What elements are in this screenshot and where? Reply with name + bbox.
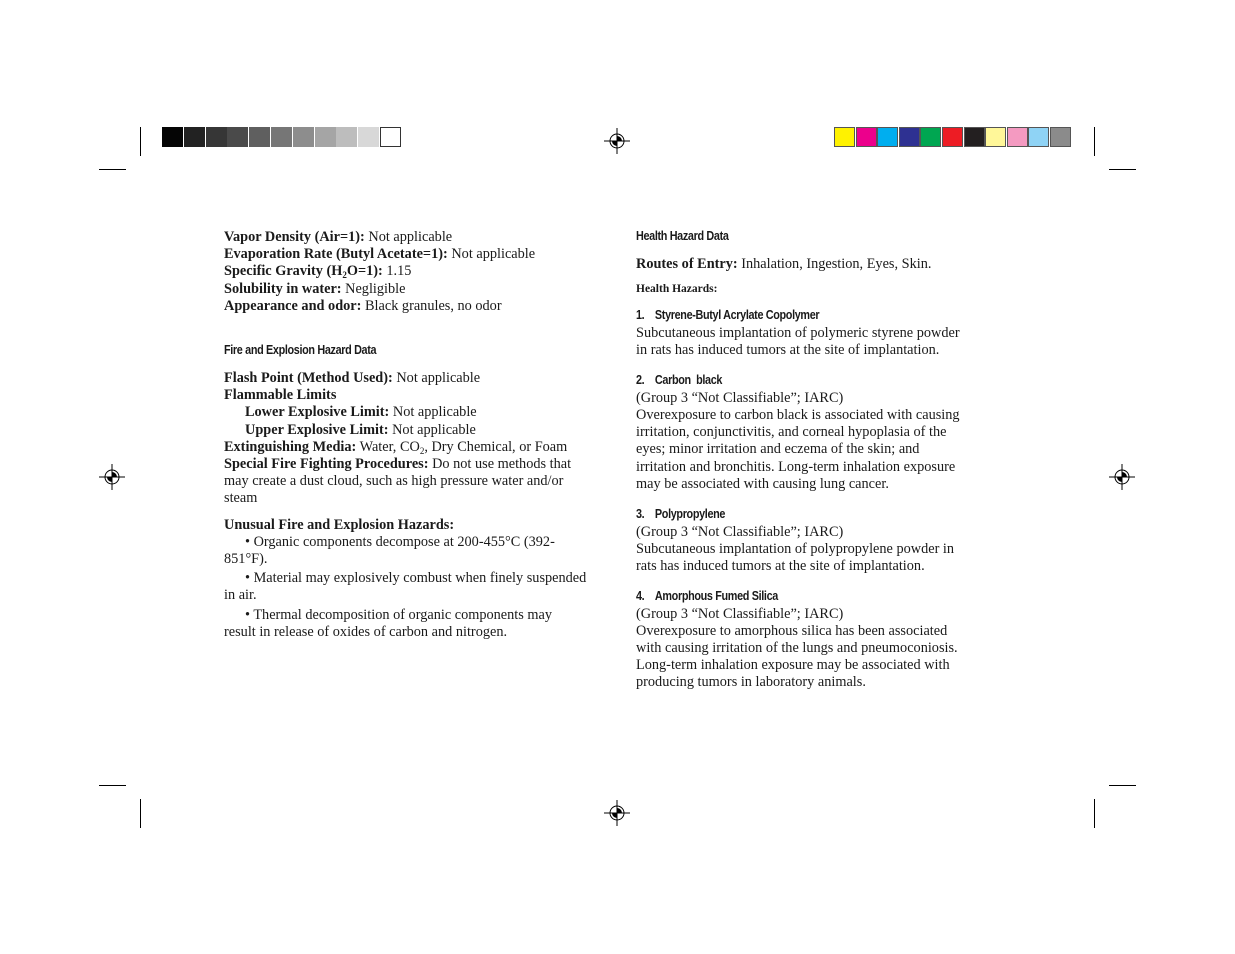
specific-gravity-label-part: O=1): [346, 263, 383, 280]
evaporation-rate-value: Not applicable [447, 246, 536, 263]
flash-point-value: Not applicable [392, 370, 481, 386]
bullet-item: • Organic components decompose at 200-455°C (392- [245, 533, 555, 550]
solubility-label: Solubility in water: [224, 280, 342, 297]
registration-mark-icon [604, 800, 630, 826]
gray-swatch [184, 127, 205, 147]
hazard-item-text: may be associated with causing lung cancer. [636, 475, 889, 492]
flash-point-line [224, 370, 604, 387]
health-hazard-item [636, 588, 1016, 691]
extinguishing-media-label: Extinguishing Media: [224, 438, 357, 455]
color-swatch [834, 127, 855, 147]
special-procedures-line [224, 456, 604, 473]
gray-swatch [380, 127, 401, 147]
hazard-item-text: Subcutaneous implantation of polymeric styrene powder [636, 325, 960, 341]
crop-mark [99, 785, 126, 786]
gray-swatch [162, 127, 183, 147]
hazard-item-name: Carbon black [654, 373, 723, 388]
gray-swatch [315, 127, 336, 147]
hazard-item-text: irritation, conjunctivitis, and corneal hypoplasia of the [636, 424, 947, 441]
extinguishing-media-line [224, 439, 604, 456]
hazard-item-title [636, 307, 963, 324]
crop-mark [1094, 799, 1095, 828]
lel-label: Lower Explosive Limit: [245, 404, 390, 421]
registration-mark-icon [604, 128, 630, 154]
crop-mark [140, 799, 141, 828]
hazard-item-text: with causing irritation of the lungs and pneumoconiosis. [636, 640, 958, 657]
hazard-item-title [636, 506, 963, 523]
hazard-item-text: Subcutaneous implantation of polypropylene powder in [636, 540, 955, 557]
health-hazards-label: Health Hazards: [636, 283, 718, 295]
extinguishing-media-value [356, 439, 567, 455]
hazard-item-name: Amorphous Fumed Silica [654, 589, 778, 604]
uel-value: Not applicable [388, 421, 476, 438]
vapor-density-label: Vapor Density (Air=1): [224, 229, 365, 245]
extinguishing-media-value-part: Water, CO [356, 438, 420, 455]
specific-gravity-line [224, 263, 604, 280]
health-hazard-list [636, 307, 1016, 692]
evaporation-rate-label: Evaporation Rate (Butyl Acetate=1): [224, 246, 448, 263]
health-hazard-item [636, 372, 1016, 493]
color-swatch [942, 127, 963, 147]
hazard-item-title [636, 372, 963, 389]
bullet-item: • Thermal decomposition of organic components may [245, 606, 553, 623]
color-swatch [1007, 127, 1028, 147]
left-column [224, 229, 604, 315]
bullet-item-continued: 851°F). [224, 551, 268, 568]
evaporation-rate-line [224, 246, 604, 263]
crop-mark [99, 169, 126, 170]
uel-line [224, 422, 604, 439]
registration-mark-icon [1109, 464, 1135, 490]
crop-mark [1094, 127, 1095, 156]
hazard-item-text: (Group 3 “Not Classifiable”; IARC) [636, 606, 844, 623]
appearance-value: Black granules, no odor [361, 297, 502, 314]
registration-mark-icon [99, 464, 125, 490]
fire-section [224, 370, 604, 641]
gray-swatch [227, 127, 248, 147]
vapor-density-value: Not applicable [364, 229, 453, 245]
gray-swatch [293, 127, 314, 147]
specific-gravity-label-part: Specific Gravity (H [224, 263, 343, 280]
special-procedures-label: Special Fire Fighting Procedures: [224, 456, 429, 473]
flash-point-label: Flash Point (Method Used): [224, 370, 393, 386]
hazard-item-text: (Group 3 “Not Classifiable”; IARC) [636, 390, 844, 407]
routes-of-entry-label: Routes of Entry: [636, 256, 738, 272]
flammable-limits-label: Flammable Limits [224, 387, 337, 404]
gray-swatch [249, 127, 270, 147]
hazard-item-text: producing tumors in laboratory animals. [636, 674, 866, 691]
hazard-item-text: eyes; minor irritation and eczema of the skin; and [636, 441, 920, 458]
co2-subscript: 2 [419, 445, 425, 456]
crop-mark [1109, 785, 1136, 786]
appearance-line [224, 298, 604, 315]
gray-swatch [336, 127, 357, 147]
hazard-item-text: rats has induced tumors at the site of implantation. [636, 557, 925, 574]
hazard-item-name: Styrene-Butyl Acrylate Copolymer [654, 308, 820, 322]
specific-gravity-subscript: 2 [342, 270, 347, 281]
crop-mark [140, 127, 141, 156]
special-procedures-value: Do not use methods that [428, 456, 572, 473]
fire-section-heading: Fire and Explosion Hazard Data [224, 343, 377, 357]
hazard-item-number: 2. [636, 373, 645, 388]
hazard-item-text: (Group 3 “Not Classifiable”; IARC) [636, 523, 844, 540]
gray-swatch [358, 127, 379, 147]
lel-line [224, 404, 604, 421]
routes-of-entry-line [636, 256, 931, 273]
unusual-hazards-label: Unusual Fire and Explosion Hazards: [224, 516, 455, 533]
color-swatch [856, 127, 877, 147]
solubility-line [224, 281, 604, 298]
hazard-item-text: Overexposure to carbon black is associated with causing [636, 407, 960, 424]
specific-gravity-value: 1.15 [382, 263, 412, 280]
lel-value: Not applicable [389, 404, 477, 421]
health-hazard-item [636, 506, 1016, 575]
extinguishing-media-value-part: , Dry Chemical, or Foam [424, 438, 568, 455]
hazard-item-name: Polypropylene [654, 506, 726, 521]
hazard-item-number: 4. [636, 589, 645, 604]
hazard-item-number: 3. [636, 506, 645, 521]
crop-mark [1109, 169, 1136, 170]
vapor-density-line [224, 229, 604, 246]
hazard-item-number: 1. [636, 308, 645, 322]
routes-of-entry-value: Inhalation, Ingestion, Eyes, Skin. [737, 256, 932, 272]
color-swatch [1050, 127, 1071, 147]
color-swatch [877, 127, 898, 147]
gray-swatch [271, 127, 292, 147]
appearance-label: Appearance and odor: [224, 297, 362, 314]
color-swatch [1028, 127, 1049, 147]
gray-swatch [206, 127, 227, 147]
uel-label: Upper Explosive Limit: [245, 421, 389, 438]
health-hazard-item [636, 307, 1016, 359]
bullet-item-continued: result in release of oxides of carbon and nitrogen. [224, 623, 508, 640]
color-swatch [920, 127, 941, 147]
health-section-heading: Health Hazard Data [636, 229, 729, 243]
hazard-item-text: irritation and bronchitis. Long-term inhalation exposure [636, 458, 956, 475]
color-swatch [985, 127, 1006, 147]
hazard-item-text: in rats has induced tumors at the site of implantation. [636, 342, 940, 359]
bullet-item-continued: in air. [224, 587, 257, 604]
color-swatch [899, 127, 920, 147]
hazard-item-title [636, 588, 963, 605]
special-procedures-line: may create a dust cloud, such as high pressure water and/or [224, 473, 564, 490]
specific-gravity-label [224, 263, 383, 279]
color-swatch [964, 127, 985, 147]
hazard-item-text: Long-term inhalation exposure may be associated with [636, 657, 950, 674]
bullet-item: • Material may explosively combust when finely suspended [245, 570, 587, 587]
solubility-value: Negligible [341, 280, 406, 297]
special-procedures-line: steam [224, 490, 258, 507]
hazard-item-text: Overexposure to amorphous silica has been associated [636, 623, 948, 640]
